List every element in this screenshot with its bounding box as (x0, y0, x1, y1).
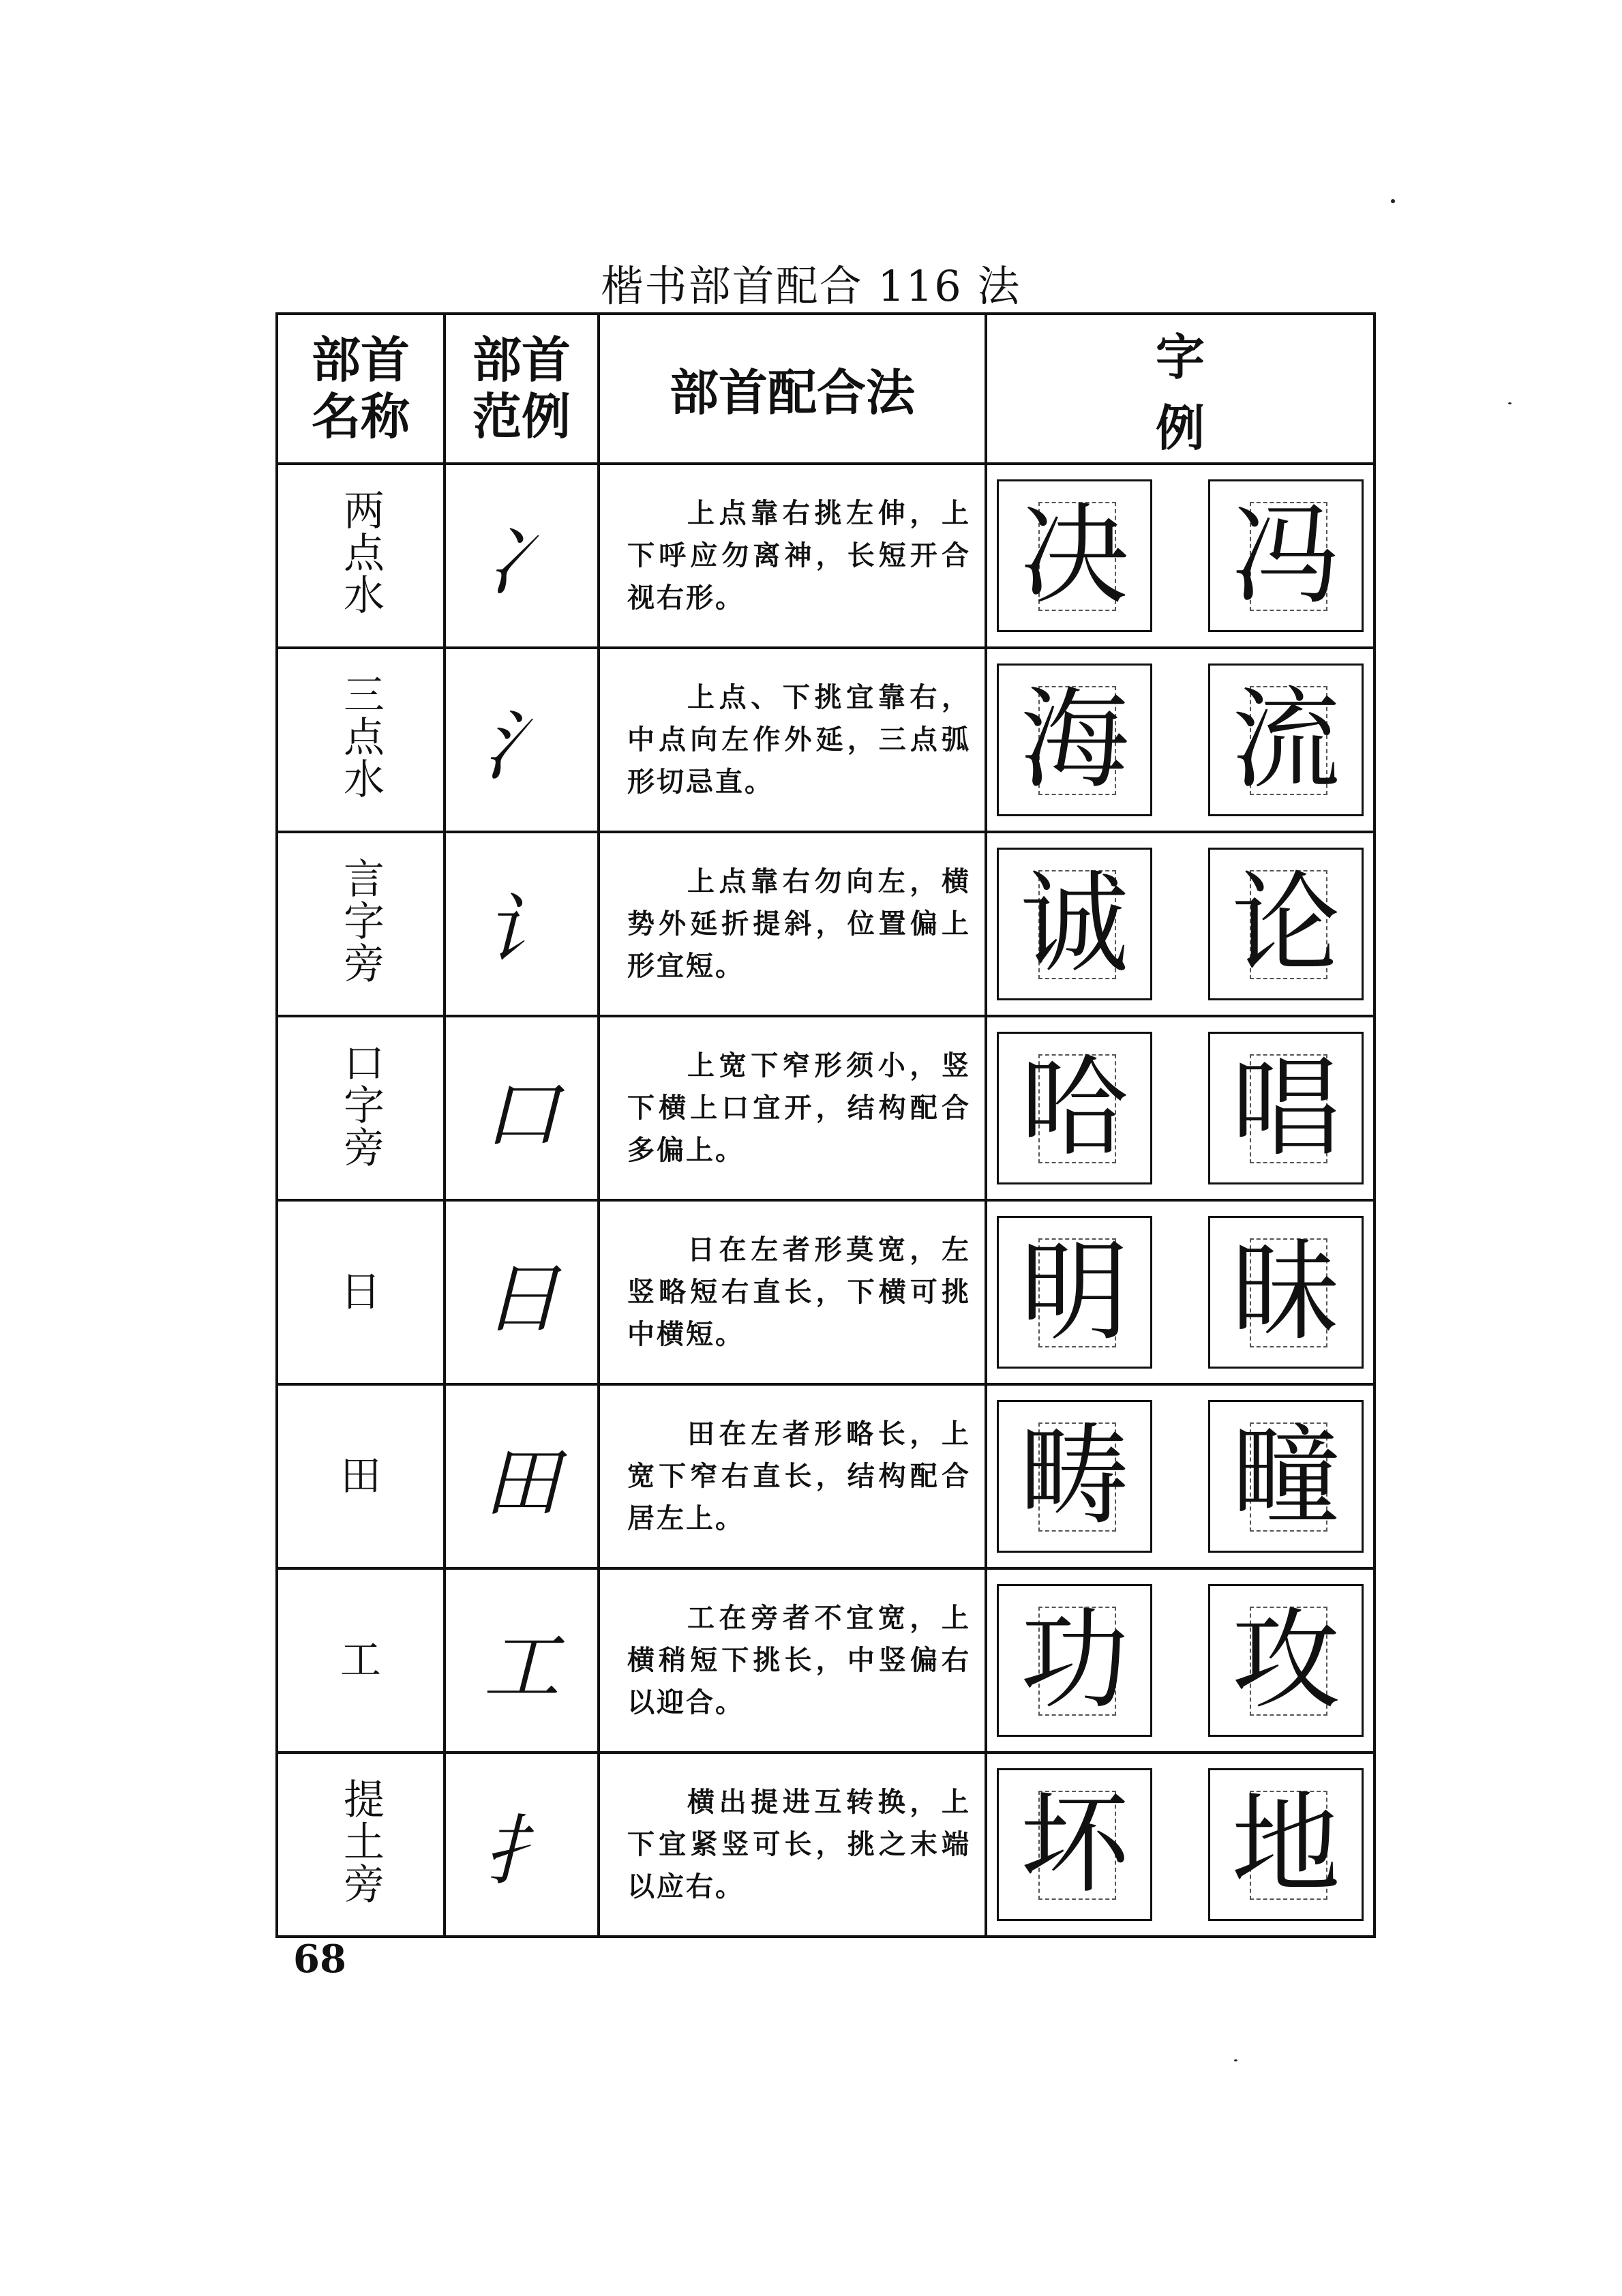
method-text: 田在左者形略长，上宽下窄右直长，结构配合居左上。 (627, 1418, 971, 1534)
header-name: 部首 名称 (277, 314, 445, 464)
table-row (277, 1384, 1375, 1568)
page-number: 68 (293, 1937, 346, 1982)
method-cell (599, 1753, 986, 1937)
radical-name: 工 (340, 1637, 381, 1684)
example-character: 唱 (1231, 1044, 1340, 1172)
radical-name: 田 (340, 1452, 381, 1500)
example-character: 攻 (1231, 1596, 1340, 1724)
examples-wrap (997, 1584, 1364, 1737)
method-cell (599, 1384, 986, 1568)
header-sample: 部首 范例 (445, 314, 599, 464)
example-character: 昧 (1231, 1228, 1340, 1356)
radical-name: 三点水 (337, 673, 385, 800)
radical-name: 提土旁 (337, 1778, 385, 1905)
method-text: 日在左者形莫宽，左竖略短右直长，下横可挑中横短。 (627, 1234, 971, 1350)
radical-table (275, 312, 1405, 1938)
example-character: 诚 (1019, 860, 1129, 987)
radical-name-cell (277, 648, 445, 832)
method-cell (599, 1568, 986, 1753)
example-character-box (997, 1768, 1152, 1921)
example-character-box (1208, 1400, 1364, 1553)
table-row (277, 464, 1375, 648)
table-row (277, 1568, 1375, 1753)
example-character-box (1208, 479, 1364, 632)
method-text: 上点靠右挑左伸，上下呼应勿离神，长短开合视右形。 (627, 497, 971, 614)
examples-wrap (997, 664, 1364, 816)
example-character-box (997, 848, 1152, 1000)
examples-cell (986, 1568, 1375, 1753)
example-character: 论 (1231, 860, 1340, 987)
example-character-box (997, 664, 1152, 816)
method-text: 工在旁者不宜宽，上横稍短下挑长，中竖偏右以迎合。 (627, 1602, 971, 1718)
examples-cell (986, 648, 1375, 832)
example-character-box (997, 1032, 1152, 1184)
radical-sample: 口 (445, 1016, 599, 1200)
examples-wrap (997, 1032, 1364, 1184)
table-row (277, 832, 1375, 1016)
header-examples: 字 例 (986, 314, 1375, 464)
example-character: 冯 (1231, 492, 1340, 619)
radical-sample: 扌 (445, 1753, 599, 1937)
example-character: 功 (1019, 1596, 1129, 1724)
examples-wrap (997, 1400, 1364, 1553)
method-text: 上宽下窄形须小，竖下横上口宜开，结构配合多偏上。 (627, 1049, 971, 1166)
table-body (277, 464, 1375, 1937)
scan-speck (1508, 402, 1512, 404)
examples-cell (986, 464, 1375, 648)
example-character: 决 (1019, 492, 1129, 619)
example-character-box (997, 1400, 1152, 1553)
radical-name-cell (277, 1200, 445, 1384)
examples-cell (986, 1200, 1375, 1384)
examples-wrap (997, 1216, 1364, 1369)
radical-name-cell (277, 464, 445, 648)
example-character-box (1208, 848, 1364, 1000)
example-character-box (997, 1584, 1152, 1737)
table-row (277, 1016, 1375, 1200)
radical-name-cell (277, 1753, 445, 1937)
radical-name: 两点水 (337, 489, 385, 616)
method-text: 横出提进互转换，上下宜紧竖可长，挑之末端以应右。 (627, 1786, 971, 1903)
example-character: 畴 (1019, 1412, 1129, 1540)
example-character: 明 (1019, 1228, 1129, 1356)
example-character: 流 (1231, 676, 1340, 803)
method-cell (599, 832, 986, 1016)
page-title: 楷书部首配合 116 法 (601, 261, 1021, 311)
example-character-box (1208, 1216, 1364, 1369)
scan-speck (1391, 199, 1395, 203)
radical-name-cell (277, 832, 445, 1016)
examples-cell (986, 1753, 1375, 1937)
radical-name-cell (277, 1016, 445, 1200)
example-character-box (1208, 1584, 1364, 1737)
table-header-row (277, 314, 1375, 464)
method-cell (599, 648, 986, 832)
radical-sample: 工 (445, 1568, 599, 1753)
examples-wrap (997, 479, 1364, 632)
method-text: 上点靠右勿向左，横势外延折提斜，位置偏上形宜短。 (627, 865, 971, 982)
example-character: 海 (1019, 676, 1129, 803)
method-text: 上点、下挑宜靠右，中点向左作外延，三点弧形切忌直。 (627, 681, 971, 798)
scan-speck (1234, 2059, 1237, 2061)
examples-cell (986, 1384, 1375, 1568)
example-character-box (1208, 664, 1364, 816)
radical-sample: 田 (445, 1384, 599, 1568)
radical-name: 日 (340, 1268, 381, 1316)
header-method: 部首配合法 (599, 314, 986, 464)
examples-cell (986, 832, 1375, 1016)
table-row (277, 1200, 1375, 1384)
radical-name-cell (277, 1568, 445, 1753)
method-cell (599, 1200, 986, 1384)
example-character-box (1208, 1032, 1364, 1184)
radical-name: 口字旁 (337, 1041, 385, 1168)
radical-sample: 氵 (445, 648, 599, 832)
radical-sample: 讠 (445, 832, 599, 1016)
example-character: 坏 (1019, 1780, 1129, 1908)
radical-sample: 日 (445, 1200, 599, 1384)
example-character-box (997, 479, 1152, 632)
example-character-box (1208, 1768, 1364, 1921)
example-character: 哈 (1019, 1044, 1129, 1172)
method-cell (599, 1016, 986, 1200)
example-character-box (997, 1216, 1152, 1369)
radical-sample: 冫 (445, 464, 599, 648)
method-cell (599, 464, 986, 648)
radical-name-cell (277, 1384, 445, 1568)
table-row (277, 648, 1375, 832)
examples-cell (986, 1016, 1375, 1200)
example-character: 疃 (1231, 1412, 1340, 1540)
table-row (277, 1753, 1375, 1937)
examples-wrap (997, 848, 1364, 1000)
radical-name: 言字旁 (337, 857, 385, 984)
examples-wrap (997, 1768, 1364, 1921)
example-character: 地 (1231, 1780, 1340, 1908)
